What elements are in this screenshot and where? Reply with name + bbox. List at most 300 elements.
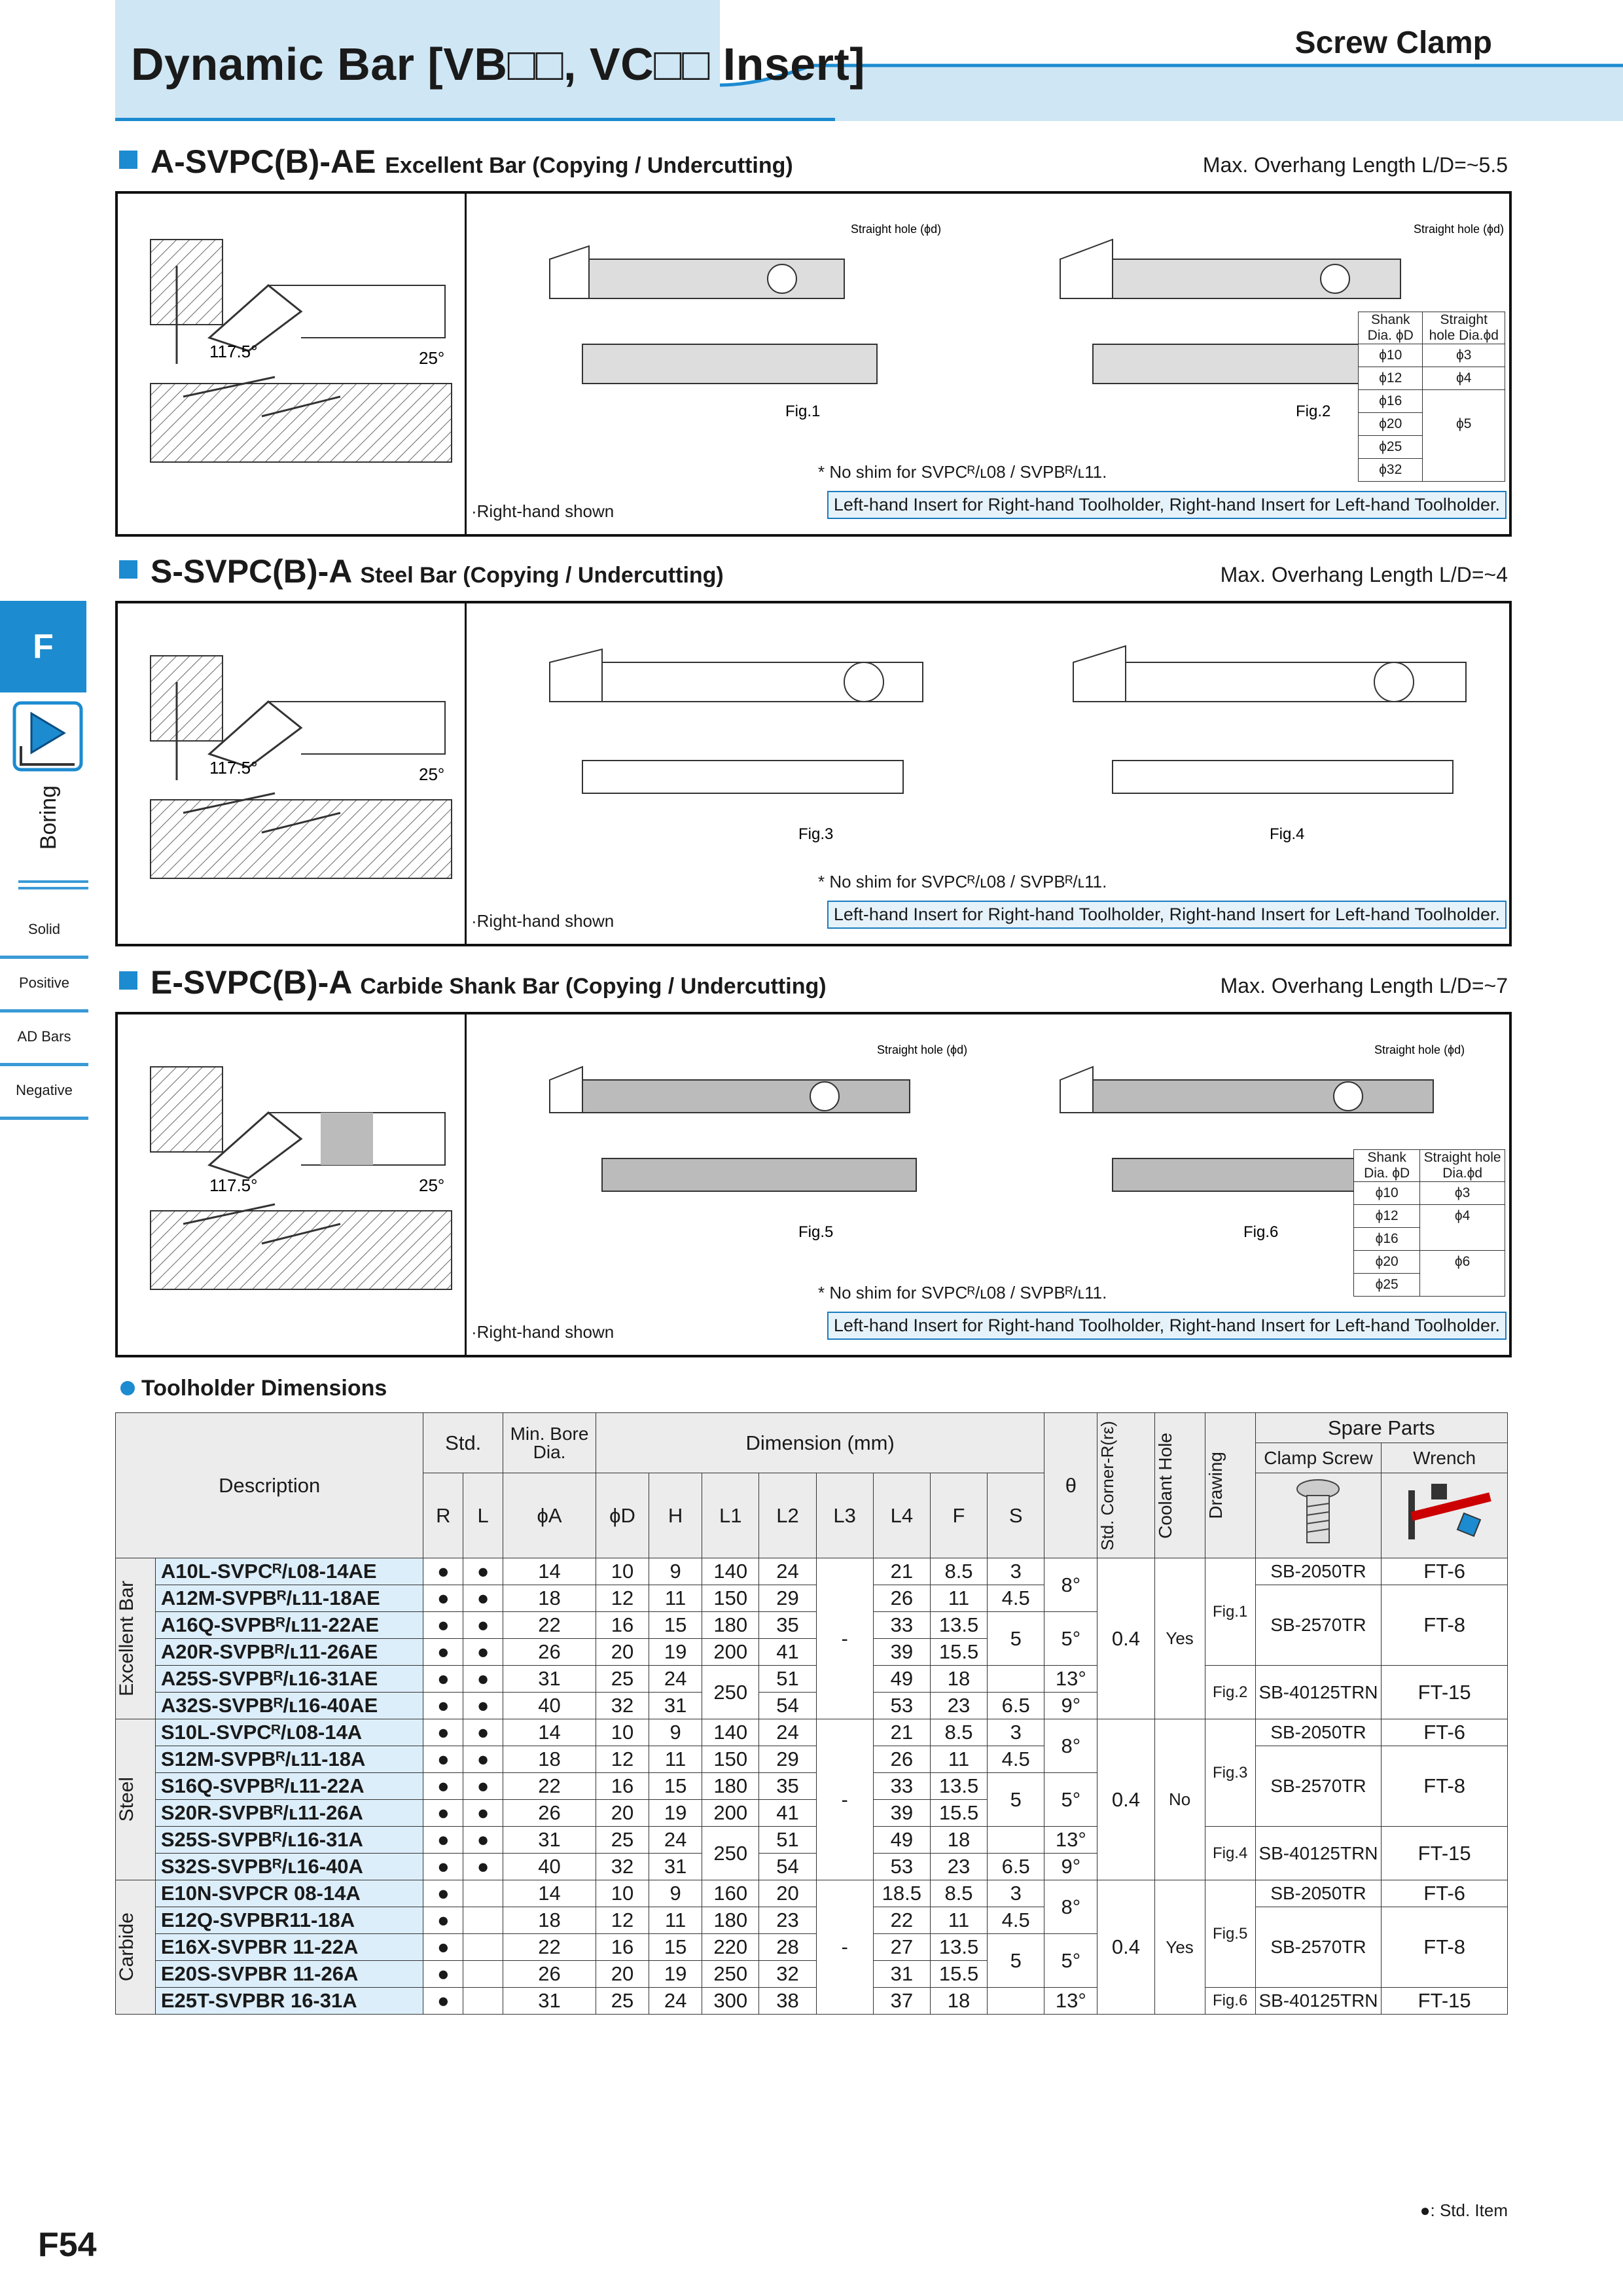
coolant-cell: No	[1154, 1719, 1205, 1880]
S-cell: 6.5	[988, 1693, 1044, 1719]
phiA-cell: 14	[503, 1558, 596, 1585]
L4-cell: 39	[873, 1800, 930, 1827]
F-cell: 8.5	[930, 1558, 987, 1585]
overhang-label: Max. Overhang Length L/D=~7	[1220, 974, 1508, 997]
drawing-cell: Fig.6	[1205, 1988, 1255, 2015]
phiA-cell: 18	[503, 1585, 596, 1612]
svg-text:117.5°: 117.5°	[209, 1175, 258, 1195]
diagram-panel	[115, 601, 1512, 946]
F-cell: 13.5	[930, 1773, 987, 1800]
clamp-screw-cell: SB-2050TR	[1255, 1719, 1382, 1746]
D-cell: 16	[596, 1773, 649, 1800]
D-cell: 16	[596, 1612, 649, 1639]
wrench-image	[1382, 1473, 1508, 1558]
phiA-cell: 14	[503, 1719, 596, 1746]
L2-cell: 35	[759, 1773, 816, 1800]
theta-cell: 8°	[1044, 1558, 1097, 1612]
L4-cell: 33	[873, 1773, 930, 1800]
std-l-cell: ●	[463, 1854, 503, 1880]
description-cell: E12Q-SVPBR11-18A	[155, 1907, 423, 1934]
theta-cell: 8°	[1044, 1880, 1097, 1934]
S-cell: 4.5	[988, 1585, 1044, 1612]
col-dimension: Dimension (mm)	[596, 1413, 1044, 1473]
D-cell: 10	[596, 1880, 649, 1907]
S-cell: 3	[988, 1719, 1044, 1746]
table-row	[116, 1746, 1508, 1773]
wrench-icon	[1392, 1477, 1497, 1549]
L1-cell: 180	[702, 1612, 759, 1639]
L4-cell: 53	[873, 1693, 930, 1719]
sidebar-letter[interactable]: F	[0, 601, 86, 692]
description-cell: E20S-SVPBR 11-26A	[155, 1961, 423, 1988]
overhang-label: Max. Overhang Length L/D=~4	[1220, 563, 1508, 586]
clamp-screw-icon	[1295, 1477, 1341, 1549]
clamp-screw-image	[1255, 1473, 1382, 1558]
std-r-cell: ●	[423, 1800, 463, 1827]
L2-cell: 23	[759, 1907, 816, 1934]
L4-cell: 37	[873, 1988, 930, 2015]
F-cell: 15.5	[930, 1639, 987, 1666]
L4-cell: 31	[873, 1961, 930, 1988]
bore-diagram	[144, 1060, 458, 1296]
table-title: Toolholder Dimensions	[141, 1376, 387, 1401]
H-cell: 11	[649, 1585, 702, 1612]
L4-cell: 53	[873, 1854, 930, 1880]
theta-cell: 13°	[1044, 1666, 1097, 1693]
svg-text:117.5°: 117.5°	[209, 758, 258, 778]
D-cell: 12	[596, 1585, 649, 1612]
L1-cell: 250	[702, 1961, 759, 1988]
H-cell: 19	[649, 1800, 702, 1827]
svg-text:25°: 25°	[419, 348, 445, 368]
phiA-cell: 40	[503, 1693, 596, 1719]
overhang-label: Max. Overhang Length L/D=~5.5	[1202, 153, 1508, 177]
std-l-cell: ●	[463, 1719, 503, 1746]
toolholder-figures	[484, 1041, 1466, 1250]
section-title: E-SVPC(B)-A Carbide Shank Bar (Copying / Undercutting)	[151, 964, 827, 1001]
col-L4: L4	[873, 1473, 930, 1558]
svg-text:117.5°: 117.5°	[209, 342, 258, 361]
clamp-screw-cell: SB-2050TR	[1255, 1880, 1382, 1907]
L2-cell: 29	[759, 1585, 816, 1612]
svg-text:Fig.5: Fig.5	[798, 1223, 834, 1241]
header-underline	[115, 118, 835, 121]
S-cell: 4.5	[988, 1907, 1044, 1934]
F-cell: 15.5	[930, 1800, 987, 1827]
std-l-cell	[463, 1988, 503, 2015]
L1-cell: 180	[702, 1773, 759, 1800]
description-cell: S25S-SVPBᴿ/ʟ16-31A	[155, 1827, 423, 1854]
std-l-cell: ●	[463, 1773, 503, 1800]
L2-cell: 20	[759, 1880, 816, 1907]
L1-cell: 180	[702, 1907, 759, 1934]
description-cell: E16X-SVPBR 11-22A	[155, 1934, 423, 1961]
S-cell: 4.5	[988, 1746, 1044, 1773]
L1-cell: 250	[702, 1666, 759, 1719]
wrench-cell: FT-8	[1382, 1746, 1508, 1827]
group-label: Carbide	[116, 1880, 156, 2015]
sidebar-item-negative[interactable]: Negative	[0, 1064, 88, 1120]
std-r-cell: ●	[423, 1773, 463, 1800]
col-coolant: Coolant Hole	[1154, 1413, 1205, 1558]
col-L2: L2	[759, 1473, 816, 1558]
L2-cell: 38	[759, 1988, 816, 2015]
S-cell: 6.5	[988, 1854, 1044, 1880]
L3-cell: -	[816, 1558, 873, 1719]
description-cell: S20R-SVPBᴿ/ʟ11-26A	[155, 1800, 423, 1827]
clamp-screw-cell: SB-2570TR	[1255, 1585, 1382, 1666]
theta-cell: 9°	[1044, 1693, 1097, 1719]
wrench-cell: FT-6	[1382, 1558, 1508, 1585]
svg-text:Fig.3: Fig.3	[798, 825, 834, 843]
sidebar-section-label: Boring	[36, 785, 61, 850]
sidebar-rule	[18, 887, 88, 889]
theta-cell: 9°	[1044, 1854, 1097, 1880]
F-cell: 18	[930, 1666, 987, 1693]
right-hand-note: ·Right-hand shown	[471, 501, 615, 521]
L2-cell: 28	[759, 1934, 816, 1961]
H-cell: 19	[649, 1961, 702, 1988]
phiA-cell: 14	[503, 1880, 596, 1907]
H-cell: 11	[649, 1907, 702, 1934]
std-l-cell: ●	[463, 1693, 503, 1719]
L1-cell: 150	[702, 1585, 759, 1612]
sidebar-item-ad-bars[interactable]: AD Bars	[0, 1011, 88, 1066]
F-cell: 18	[930, 1988, 987, 2015]
F-cell: 18	[930, 1827, 987, 1854]
L4-cell: 49	[873, 1827, 930, 1854]
sidebar-item-solid[interactable]: Solid	[0, 903, 88, 959]
coolant-cell: Yes	[1154, 1880, 1205, 2015]
D-cell: 32	[596, 1693, 649, 1719]
table-row	[116, 1880, 1508, 1907]
H-cell: 31	[649, 1693, 702, 1719]
L4-cell: 22	[873, 1907, 930, 1934]
H-cell: 9	[649, 1558, 702, 1585]
D-cell: 12	[596, 1907, 649, 1934]
theta-cell: 13°	[1044, 1988, 1097, 2015]
phiA-cell: 31	[503, 1988, 596, 2015]
F-cell: 23	[930, 1693, 987, 1719]
toolholder-figures	[484, 643, 1466, 843]
std-r-cell: ●	[423, 1827, 463, 1854]
F-cell: 11	[930, 1907, 987, 1934]
wrench-cell: FT-15	[1382, 1666, 1508, 1719]
std-r-cell: ●	[423, 1719, 463, 1746]
corner-r-cell: 0.4	[1097, 1558, 1154, 1719]
table-row	[116, 1827, 1508, 1854]
drawing-cell: Fig.2	[1205, 1666, 1255, 1719]
corner-r-cell: 0.4	[1097, 1719, 1154, 1880]
drawing-cell: Fig.3	[1205, 1719, 1255, 1827]
description-cell: S32S-SVPBᴿ/ʟ16-40A	[155, 1854, 423, 1880]
std-l-cell	[463, 1934, 503, 1961]
description-cell: A25S-SVPBᴿ/ʟ16-31AE	[155, 1666, 423, 1693]
col-S: S	[988, 1473, 1044, 1558]
theta-cell: 5°	[1044, 1773, 1097, 1827]
L2-cell: 41	[759, 1800, 816, 1827]
std-l-cell: ●	[463, 1827, 503, 1854]
phiA-cell: 31	[503, 1666, 596, 1693]
L4-cell: 33	[873, 1612, 930, 1639]
S-cell	[988, 1666, 1044, 1693]
col-phiA: ϕA	[503, 1473, 596, 1558]
col-F: F	[930, 1473, 987, 1558]
phiA-cell: 22	[503, 1773, 596, 1800]
S-cell: 3	[988, 1880, 1044, 1907]
col-spare-parts: Spare Parts	[1255, 1413, 1507, 1443]
std-l-cell	[463, 1961, 503, 1988]
D-cell: 12	[596, 1746, 649, 1773]
page-number: F54	[38, 2226, 97, 2264]
L1-cell: 140	[702, 1719, 759, 1746]
section-title: S-SVPC(B)-A Steel Bar (Copying / Undercutting)	[151, 553, 724, 590]
F-cell: 11	[930, 1746, 987, 1773]
D-cell: 25	[596, 1988, 649, 2015]
drawing-cell: Fig.5	[1205, 1880, 1255, 1988]
F-cell: 23	[930, 1854, 987, 1880]
D-cell: 20	[596, 1639, 649, 1666]
std-l-cell: ●	[463, 1558, 503, 1585]
L4-cell: 49	[873, 1666, 930, 1693]
S-cell: 5	[988, 1773, 1044, 1827]
shim-note: * No shim for SVPCᴿ/ʟ08 / SVPBᴿ/ʟ11.	[818, 1283, 1107, 1302]
L4-cell: 18.5	[873, 1880, 930, 1907]
group-label: Steel	[116, 1719, 156, 1880]
clamp-screw-cell: SB-40125TRN	[1255, 1666, 1382, 1719]
col-H: H	[649, 1473, 702, 1558]
S-cell: 5	[988, 1612, 1044, 1666]
col-corner: Std. Corner-R(rε)	[1097, 1413, 1154, 1558]
boring-icon	[12, 700, 84, 772]
bore-diagram	[144, 233, 458, 469]
sidebar-rule	[18, 880, 88, 883]
D-cell: 25	[596, 1827, 649, 1854]
S-cell: 3	[988, 1558, 1044, 1585]
col-min-bore: Min. Bore Dia.	[503, 1413, 596, 1473]
H-cell: 31	[649, 1854, 702, 1880]
L2-cell: 51	[759, 1827, 816, 1854]
H-cell: 9	[649, 1719, 702, 1746]
std-r-cell: ●	[423, 1558, 463, 1585]
std-r-cell: ●	[423, 1854, 463, 1880]
shim-note: * No shim for SVPCᴿ/ʟ08 / SVPBᴿ/ʟ11.	[818, 872, 1107, 891]
std-l-cell	[463, 1907, 503, 1934]
svg-text:Straight hole (ϕd): Straight hole (ϕd)	[1414, 223, 1505, 236]
clamp-screw-cell: SB-40125TRN	[1255, 1827, 1382, 1880]
description-cell: S12M-SVPBᴿ/ʟ11-18A	[155, 1746, 423, 1773]
col-clamp-screw: Clamp Screw	[1255, 1443, 1382, 1473]
std-r-cell: ●	[423, 1934, 463, 1961]
shank-spec-table: Shank Dia. ϕD Straight hole Dia.ϕd ϕ10 ϕ3 ϕ12 ϕ4 ϕ16 ϕ20 ϕ6 ϕ25	[1353, 1149, 1505, 1297]
description-cell: A32S-SVPBᴿ/ʟ16-40AE	[155, 1693, 423, 1719]
section-marker	[119, 560, 137, 579]
description-cell: S16Q-SVPBᴿ/ʟ11-22A	[155, 1773, 423, 1800]
H-cell: 9	[649, 1880, 702, 1907]
col-description: Description	[116, 1413, 423, 1558]
L2-cell: 54	[759, 1693, 816, 1719]
insert-note: Left-hand Insert for Right-hand Toolholder, Right-hand Insert for Left-hand Toolholder.	[827, 491, 1507, 519]
description-cell: E25T-SVPBR 16-31A	[155, 1988, 423, 2015]
std-r-cell: ●	[423, 1988, 463, 2015]
L4-cell: 26	[873, 1746, 930, 1773]
L4-cell: 21	[873, 1558, 930, 1585]
phiA-cell: 22	[503, 1612, 596, 1639]
std-l-cell: ●	[463, 1612, 503, 1639]
S-cell: 5	[988, 1934, 1044, 1988]
H-cell: 19	[649, 1639, 702, 1666]
F-cell: 15.5	[930, 1961, 987, 1988]
description-cell: E10N-SVPCR 08-14A	[155, 1880, 423, 1907]
L3-cell: -	[816, 1880, 873, 2015]
L1-cell: 140	[702, 1558, 759, 1585]
insert-note: Left-hand Insert for Right-hand Toolholder, Right-hand Insert for Left-hand Toolholder.	[827, 1312, 1507, 1340]
phiA-cell: 31	[503, 1827, 596, 1854]
diagram-panel	[115, 1012, 1512, 1357]
svg-text:25°: 25°	[419, 764, 445, 784]
S-cell	[988, 1988, 1044, 2015]
H-cell: 15	[649, 1612, 702, 1639]
category-label: Screw Clamp	[1294, 26, 1492, 60]
std-r-cell: ●	[423, 1585, 463, 1612]
description-cell: A16Q-SVPBᴿ/ʟ11-22AE	[155, 1612, 423, 1639]
drawing-cell: Fig.4	[1205, 1827, 1255, 1880]
H-cell: 15	[649, 1773, 702, 1800]
D-cell: 20	[596, 1961, 649, 1988]
L2-cell: 24	[759, 1558, 816, 1585]
clamp-screw-cell: SB-2050TR	[1255, 1558, 1382, 1585]
phiA-cell: 26	[503, 1961, 596, 1988]
svg-text:25°: 25°	[419, 1175, 445, 1195]
L2-cell: 29	[759, 1746, 816, 1773]
D-cell: 32	[596, 1854, 649, 1880]
phiA-cell: 26	[503, 1800, 596, 1827]
std-r-cell: ●	[423, 1639, 463, 1666]
std-r-cell: ●	[423, 1961, 463, 1988]
theta-cell: 5°	[1044, 1934, 1097, 1988]
section-marker	[119, 971, 137, 990]
L2-cell: 54	[759, 1854, 816, 1880]
dimensions-table	[115, 1412, 1508, 2015]
L2-cell: 51	[759, 1666, 816, 1693]
F-cell: 8.5	[930, 1719, 987, 1746]
coolant-cell: Yes	[1154, 1558, 1205, 1719]
bore-diagram	[144, 649, 458, 885]
description-cell: A12M-SVPBᴿ/ʟ11-18AE	[155, 1585, 423, 1612]
table-row	[116, 1666, 1508, 1693]
wrench-cell: FT-6	[1382, 1880, 1508, 1907]
F-cell: 13.5	[930, 1934, 987, 1961]
std-l-cell: ●	[463, 1800, 503, 1827]
L1-cell: 200	[702, 1800, 759, 1827]
svg-text:Straight hole (ϕd): Straight hole (ϕd)	[1374, 1043, 1465, 1056]
std-l-cell: ●	[463, 1666, 503, 1693]
D-cell: 10	[596, 1558, 649, 1585]
L4-cell: 27	[873, 1934, 930, 1961]
wrench-cell: FT-6	[1382, 1719, 1508, 1746]
theta-cell: 8°	[1044, 1719, 1097, 1773]
svg-text:Fig.1: Fig.1	[785, 403, 821, 420]
phiA-cell: 22	[503, 1934, 596, 1961]
right-hand-note: ·Right-hand shown	[471, 1322, 615, 1342]
D-cell: 16	[596, 1934, 649, 1961]
table-row	[116, 1558, 1508, 1585]
L4-cell: 39	[873, 1639, 930, 1666]
table-row	[116, 1719, 1508, 1746]
group-label: Excellent Bar	[116, 1558, 156, 1719]
phiA-cell: 26	[503, 1639, 596, 1666]
col-wrench: Wrench	[1382, 1443, 1508, 1473]
svg-text:Straight hole (ϕd): Straight hole (ϕd)	[851, 223, 942, 236]
svg-text:Fig.6: Fig.6	[1243, 1223, 1279, 1241]
H-cell: 11	[649, 1746, 702, 1773]
L2-cell: 35	[759, 1612, 816, 1639]
col-l: L	[463, 1473, 503, 1558]
L3-cell: -	[816, 1719, 873, 1880]
L4-cell: 21	[873, 1719, 930, 1746]
table-bullet	[120, 1381, 135, 1395]
L1-cell: 300	[702, 1988, 759, 2015]
description-cell: A20R-SVPBᴿ/ʟ11-26AE	[155, 1639, 423, 1666]
drawing-cell: Fig.1	[1205, 1558, 1255, 1666]
col-L1: L1	[702, 1473, 759, 1558]
L2-cell: 41	[759, 1639, 816, 1666]
std-r-cell: ●	[423, 1880, 463, 1907]
col-r: R	[423, 1473, 463, 1558]
wrench-cell: FT-15	[1382, 1827, 1508, 1880]
L1-cell: 220	[702, 1934, 759, 1961]
H-cell: 24	[649, 1988, 702, 2015]
shim-note: * No shim for SVPCᴿ/ʟ08 / SVPBᴿ/ʟ11.	[818, 462, 1107, 482]
std-l-cell: ●	[463, 1746, 503, 1773]
col-L3: L3	[816, 1473, 873, 1558]
std-r-cell: ●	[423, 1612, 463, 1639]
phiA-cell: 18	[503, 1746, 596, 1773]
L2-cell: 24	[759, 1719, 816, 1746]
wrench-cell: FT-15	[1382, 1988, 1508, 2015]
F-cell: 13.5	[930, 1612, 987, 1639]
sidebar-item-positive[interactable]: Positive	[0, 957, 88, 1013]
table-row	[116, 1988, 1508, 2015]
col-theta: θ	[1044, 1413, 1097, 1558]
section-title: A-SVPC(B)-AE Excellent Bar (Copying / Undercutting)	[151, 143, 793, 180]
description-cell: A10L-SVPCᴿ/ʟ08-14AE	[155, 1558, 423, 1585]
std-l-cell	[463, 1880, 503, 1907]
L1-cell: 200	[702, 1639, 759, 1666]
clamp-screw-cell: SB-40125TRN	[1255, 1988, 1382, 2015]
L2-cell: 32	[759, 1961, 816, 1988]
std-r-cell: ●	[423, 1693, 463, 1719]
col-drawing: Drawing	[1205, 1413, 1255, 1558]
phiA-cell: 18	[503, 1907, 596, 1934]
H-cell: 24	[649, 1666, 702, 1693]
col-std: Std.	[423, 1413, 503, 1473]
wrench-cell: FT-8	[1382, 1585, 1508, 1666]
description-cell: S10L-SVPCᴿ/ʟ08-14A	[155, 1719, 423, 1746]
right-hand-note: ·Right-hand shown	[471, 911, 615, 931]
D-cell: 20	[596, 1800, 649, 1827]
insert-note: Left-hand Insert for Right-hand Toolholder, Right-hand Insert for Left-hand Toolholder.	[827, 901, 1507, 929]
L1-cell: 160	[702, 1880, 759, 1907]
col-phiD: ϕD	[596, 1473, 649, 1558]
table-row	[116, 1907, 1508, 1934]
S-cell	[988, 1827, 1044, 1854]
svg-text:Fig.4: Fig.4	[1270, 825, 1305, 843]
diagram-panel	[115, 191, 1512, 537]
F-cell: 8.5	[930, 1880, 987, 1907]
svg-text:Fig.2: Fig.2	[1296, 403, 1331, 420]
clamp-screw-cell: SB-2570TR	[1255, 1907, 1382, 1988]
